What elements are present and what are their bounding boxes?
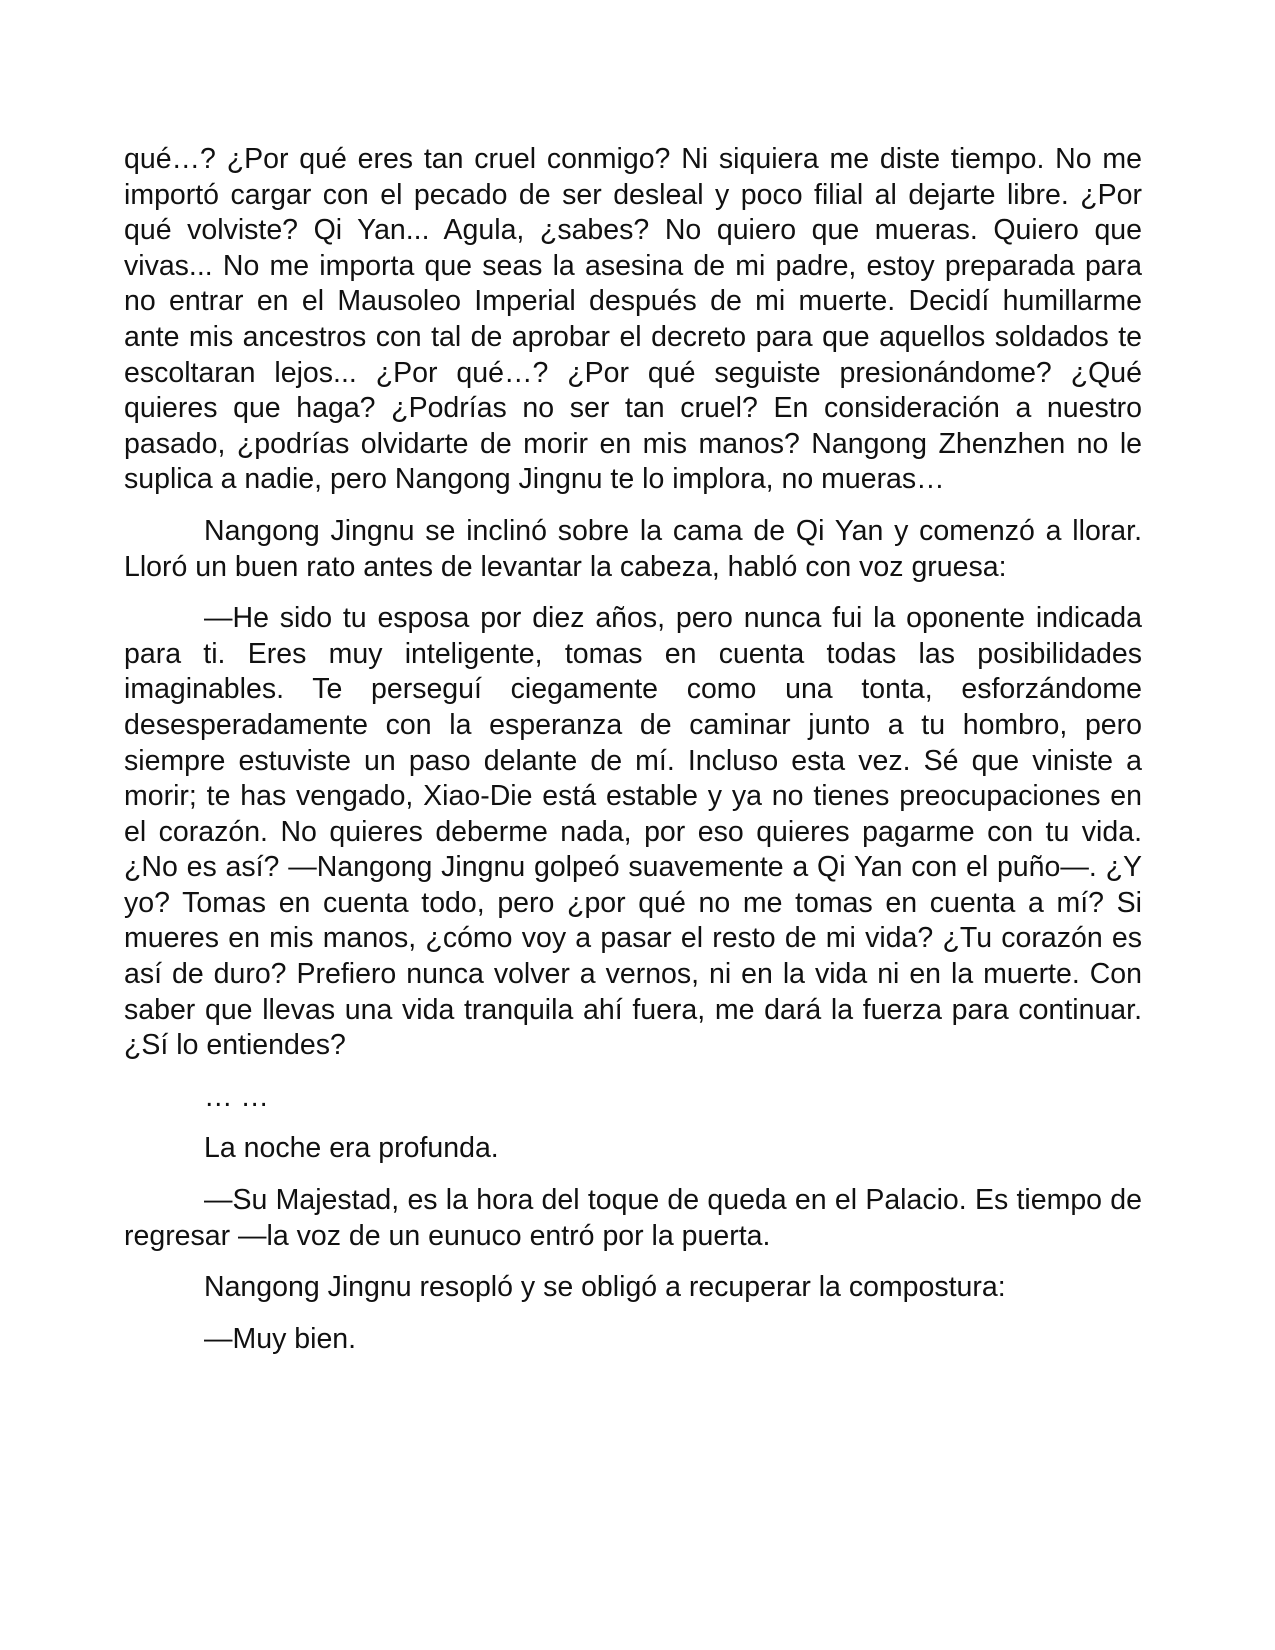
paragraph-1: qué…? ¿Por qué eres tan cruel conmigo? Ni siquiera me diste tiempo. No me importó cargar con el pecado de ser desleal y poco filial al dejarte libre. ¿Por qué volviste? Qi Yan... Agula, ¿sabes? No quiero que mueras. Quiero que vivas... No me importa que seas la asesina de mi padre, estoy preparada para no entrar en el Mausoleo Imperial después de mi muerte. Decidí humillarme ante mis ancestros con tal de aprobar el decreto para que aquellos soldados te escoltaran lejos... ¿Por qué…? ¿Por qué seguiste presionándome? ¿Qué quieres que haga? ¿Podrías no ser tan cruel? En consideración a nuestro pasado, ¿podrías olvidarte de morir en mis manos? Nangong Zhenzhen no le suplica a nadie, pero Nangong Jingnu te lo implora, no mueras…: [124, 143, 1142, 496]
paragraph-8: —Muy bien.: [204, 1322, 357, 1355]
document-page: [124, 142, 1142, 1357]
paragraph-ellipsis: … …: [204, 1080, 269, 1113]
paragraph-5: La noche era profunda.: [204, 1132, 499, 1165]
paragraph-3: —He sido tu esposa por diez años, pero nunca fui la oponente indicada para ti. Eres muy inteligente, tomas en cuenta todas las posibilidades imaginables. Te perseguí ciegamente como una tonta, esforzándome desesperadamente con la esperanza de caminar junto a tu hombro, pero siempre estuviste un paso delante de mí. Incluso esta vez. Sé que viniste a morir; te has vengado, Xiao-Die está estable y ya no tienes preocupaciones en el corazón. No quieres deberme nada, por eso quieres pagarme con tu vida. ¿No es así? —Nangong Jingnu golpeó suavemente a Qi Yan con el puño—. ¿Y yo? Tomas en cuenta todo, pero ¿por qué no me tomas en cuenta a mí? Si mueres en mis manos, ¿cómo voy a pasar el resto de mi vida? ¿Tu corazón es así de duro? Prefiero nunca volver a vernos, ni en la vida ni en la muerte. Con saber que llevas una vida tranquila ahí fuera, me dará la fuerza para continuar. ¿Sí lo entiendes?: [124, 602, 1142, 1062]
paragraph-7: Nangong Jingnu resopló y se obligó a recuperar la compostura:: [204, 1271, 1006, 1304]
paragraph-6: —Su Majestad, es la hora del toque de queda en el Palacio. Es tiempo de regresar —la voz de un eunuco entró por la puerta.: [124, 1184, 1142, 1252]
paragraph-2: Nangong Jingnu se inclinó sobre la cama de Qi Yan y comenzó a llorar. Lloró un buen rato antes de levantar la cabeza, habló con voz gruesa:: [124, 514, 1142, 583]
